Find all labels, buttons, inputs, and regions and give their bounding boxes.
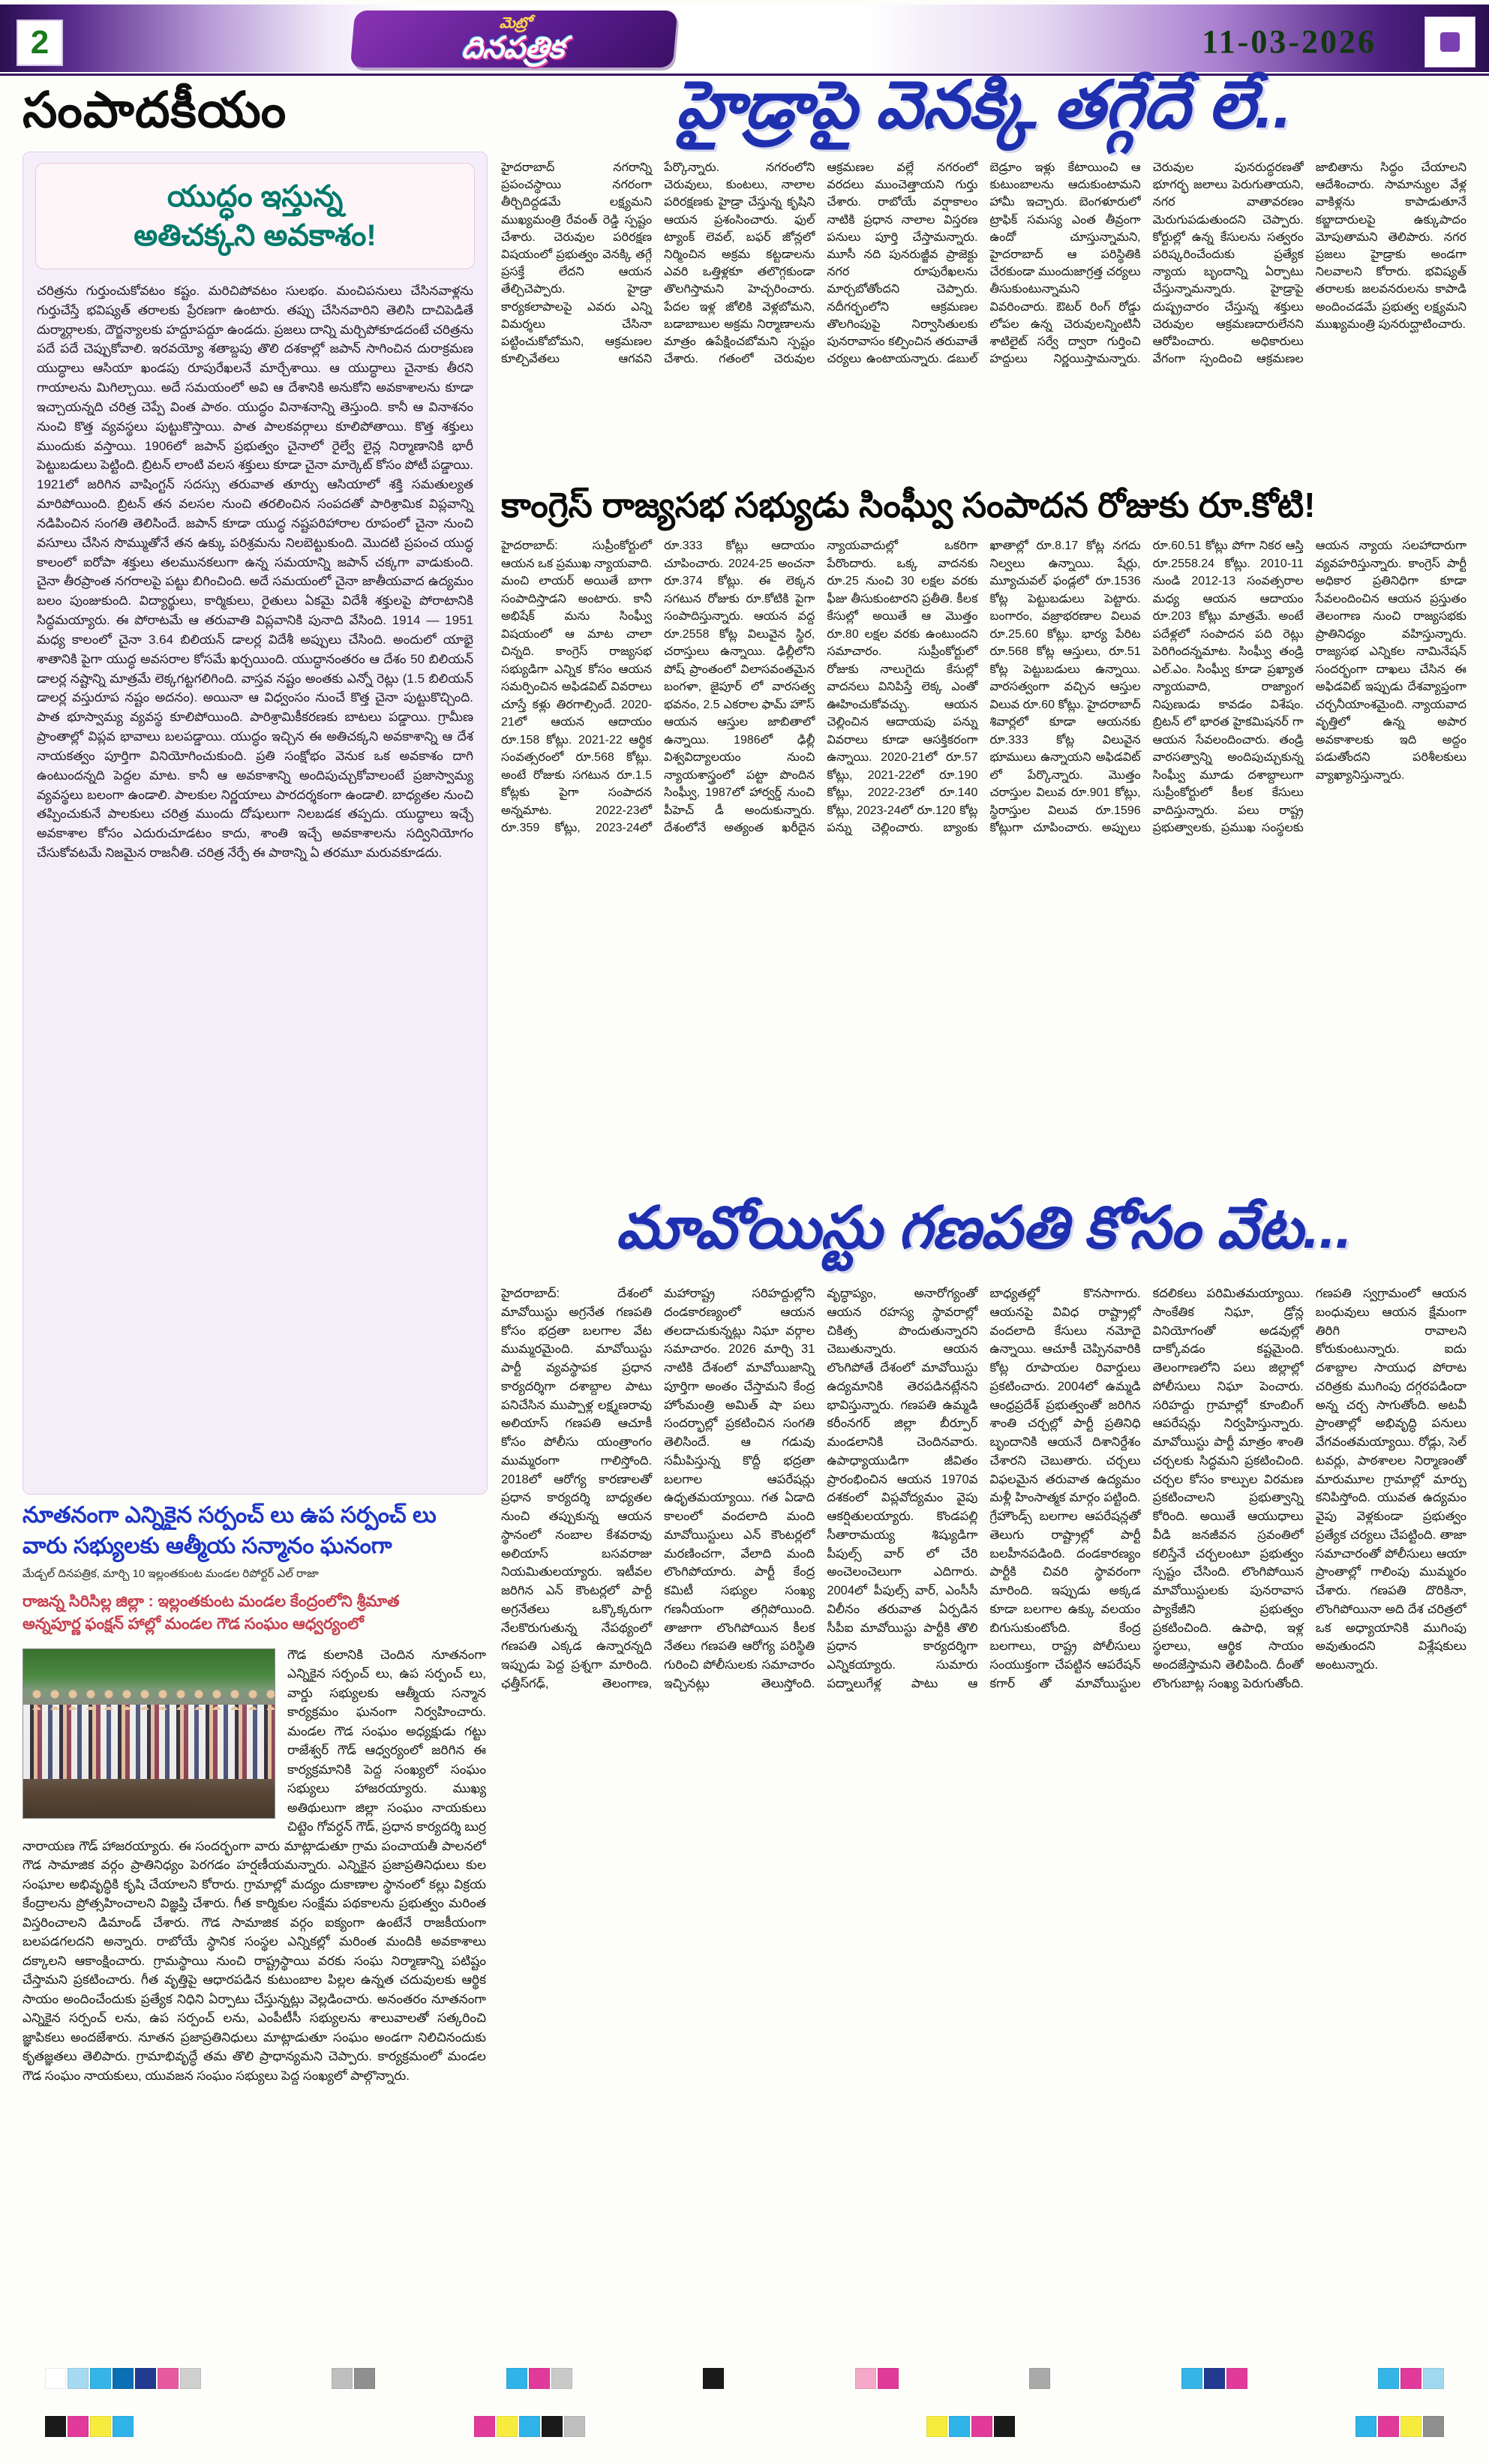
color-patch [474, 2416, 495, 2437]
editorial-headline-line1: యుద్ధం ఇస్తున్న [167, 180, 344, 213]
color-patch [564, 2416, 585, 2437]
editorial-section-title: సంపాదకీయం [23, 82, 287, 137]
color-patch [158, 2368, 179, 2389]
color-patch [542, 2416, 563, 2437]
print-color-marks-row1 [0, 2368, 1489, 2389]
color-patch [1400, 2416, 1421, 2437]
issue-date: 11-03-2026 [1202, 23, 1376, 60]
color-patch-group [926, 2416, 1015, 2437]
masthead-bar [0, 5, 1489, 72]
color-patch [354, 2368, 375, 2389]
color-patch [68, 2368, 89, 2389]
color-patch [1378, 2368, 1399, 2389]
color-patch [1378, 2416, 1399, 2437]
sarpanch-article [23, 1501, 486, 2356]
color-patch [1226, 2368, 1247, 2389]
color-patch [878, 2368, 899, 2389]
sarpanch-body [23, 1645, 486, 2086]
color-patch [1423, 2416, 1444, 2437]
color-patch [529, 2368, 550, 2389]
color-patch [1204, 2368, 1225, 2389]
color-patch [855, 2368, 876, 2389]
color-patch [1029, 2368, 1050, 2389]
page-number-text: 2 [30, 24, 50, 61]
editorial-headline-line2: అతిచక్కని అవకాశం! [134, 219, 377, 252]
editorial-article [23, 152, 488, 1495]
event-photo [23, 1648, 275, 1819]
color-patch [113, 2416, 134, 2437]
singhvi-headline: కాంగ్రెస్ రాజ్యసభ సభ్యుడు సింఘ్వీ సంపాదన రోజుకు రూ.కోటి! [501, 485, 1316, 524]
editorial-headline [35, 163, 475, 269]
color-patch [1355, 2416, 1376, 2437]
color-patch [497, 2416, 518, 2437]
sarpanch-headline [23, 1501, 486, 1561]
sarpanch-subhead [23, 1591, 486, 1636]
maoist-body-text: హైదరాబాద్: దేశంలో మావోయిస్టు అగ్రనేత గణపతి కోసం భద్రతా బలగాల వేట ముమ్మరమైంది. మావోయిస్టు పార్టీ వ్యవస్థాపక ప్రధాన కార్యదర్శిగా దశాబ్దాల పాటు పనిచేసిన ముప్పాళ్ల లక్ష్మణరావు అలియాస్ గణపతి ఆచూకీ కోసం పోలీసు యంత్రాంగం ముమ్మరంగా గాలిస్తోంది. 2018లో ఆరోగ్య కారణాలతో ప్రధాన కార్యదర్శి బాధ్యతల నుంచి తప్పుకున్న ఆయన స్థానంలో నంబాల కేశవరావు అలియాస్ బసవరాజు నియమితులయ్యారు. ఇటీవల జరిగిన ఎన్ కౌంటర్లలో పార్టీ అగ్రనేతలు ఒక్కొక్కరుగా నేలకొరుగుతున్న నేపథ్యంలో గణపతి ఎక్కడ ఉన్నారన్నది ఇప్పుడు పెద్ద ప్రశ్నగా మారింది. ఛత్తీస్‌గఢ్, తెలంగాణ, మహారాష్ట్ర సరిహద్దుల్లోని దండకారణ్యంలో ఆయన తలదాచుకున్నట్లు నిఘా వర్గాల సమాచారం. 2026 మార్చి 31 నాటికి దేశంలో మావోయిజాన్ని పూర్తిగా అంతం చేస్తామని కేంద్ర హోంమంత్రి అమిత్ షా పలు సందర్భాల్లో ప్రకటించిన సంగతి తెలిసిందే. ఆ గడువు సమీపిస్తున్న కొద్దీ భద్రతా బలగాల ఆపరేషన్లు ఉధృతమయ్యాయి. గత ఏడాది కాలంలో వందలాది మంది మావోయిస్టులు ఎన్ కౌంటర్లలో మరణించగా, వేలాది మంది లొంగిపోయారు. పార్టీ కేంద్ర కమిటీ సభ్యుల సంఖ్య గణనీయంగా తగ్గిపోయింది. తాజాగా లొంగిపోయిన కీలక నేతలు గణపతి ఆరోగ్య పరిస్థితి గురించి పోలీసులకు సమాచారం ఇచ్చినట్లు తెలుస్తోంది. వృద్ధాప్యం, అనారోగ్యంతో ఆయన రహస్య స్థావరాల్లో చికిత్స పొందుతున్నారని చెబుతున్నారు. ఆయన లొంగిపోతే దేశంలో మావోయిస్టు ఉద్యమానికి తెరపడినట్లేనని భావిస్తున్నారు. గణపతి ఉమ్మడి కరీంనగర్ జిల్లా బీర్పూర్ మండలానికి చెందినవారు. ఉపాధ్యాయుడిగా జీవితం ప్రారంభించిన ఆయన 1970వ దశకంలో విప్లవోద్యమం వైపు ఆకర్షితులయ్యారు. కొండపల్లి సీతారామయ్య శిష్యుడిగా పీపుల్స్ వార్ లో చేరి అంచెలంచెలుగా ఎదిగారు. 2004లో పీపుల్స్ వార్, ఎంసీసీ విలీనం తరువాత ఏర్పడిన సీపీఐ మావోయిస్టు పార్టీకి తొలి ప్రధాన కార్యదర్శిగా ఎన్నికయ్యారు. సుమారు పద్నాలుగేళ్ల పాటు ఆ బాధ్యతల్లో కొనసాగారు. ఆయనపై వివిధ రాష్ట్రాల్లో వందలాది కేసులు నమోదై ఉన్నాయి. ఆచూకీ చెప్పినవారికి కోట్ల రూపాయల రివార్డులు ప్రకటించారు. 2004లో ఉమ్మడి ఆంధ్రప్రదేశ్ ప్రభుత్వంతో జరిగిన శాంతి చర్చల్లో పార్టీ ప్రతినిధి బృందానికి ఆయనే దిశానిర్దేశం చేశారని చెబుతారు. చర్చలు విఫలమైన తరువాత ఉద్యమం మళ్లీ హింసాత్మక మార్గం పట్టింది. గ్రేహౌండ్స్ బలగాల ఆపరేషన్లతో తెలుగు రాష్ట్రాల్లో పార్టీ బలహీనపడింది. దండకారణ్యం పార్టీకి చివరి స్థావరంగా మారింది. ఇప్పుడు అక్కడ కూడా బలగాల ఉక్కు వలయం బిగుసుకుంటోంది. కేంద్ర బలగాలు, రాష్ట్ర పోలీసులు సంయుక్తంగా చేపట్టిన ఆపరేషన్ కగార్ తో మావోయిస్టుల కదలికలు పరిమితమయ్యాయి. సాంకేతిక నిఘా, డ్రోన్ల వినియోగంతో అడవుల్లో దాక్కోవడం కష్టమైంది. తెలంగాణలోని పలు జిల్లాల్లో పోలీసులు నిఘా పెంచారు. సరిహద్దు గ్రామాల్లో కూంబింగ్ ఆపరేషన్లు నిర్వహిస్తున్నారు. మావోయిస్టు పార్టీ మాత్రం శాంతి చర్చలకు సిద్ధమని ప్రకటించింది. చర్చల కోసం కాల్పుల విరమణ ప్రకటించాలని ప్రభుత్వాన్ని కోరింది. అయితే ఆయుధాలు వీడి జనజీవన స్రవంతిలో కలిస్తేనే చర్చలంటూ ప్రభుత్వం స్పష్టం చేసింది. లొంగిపోయిన మావోయిస్టులకు పునరావాస ప్యాకేజీని ప్రభుత్వం ప్రకటించింది. ఉపాధి, ఇళ్ల స్థలాలు, ఆర్థిక సాయం అందజేస్తామని తెలిపింది. దీంతో లొంగుబాట్ల సంఖ్య పెరుగుతోంది. గణపతి స్వగ్రామంలో ఆయన బంధువులు ఆయన క్షేమంగా తిరిగి రావాలని కోరుకుంటున్నారు. ఐదు దశాబ్దాల సాయుధ పోరాట చరిత్రకు ముగింపు దగ్గరపడిందా అన్న చర్చ సాగుతోంది. అటవీ ప్రాంతాల్లో అభివృద్ధి పనులు వేగవంతమయ్యాయి. రోడ్లు, సెల్ టవర్లు, పాఠశాలల నిర్మాణంతో మారుమూల గ్రామాల్లో మార్పు కనిపిస్తోంది. యువత ఉద్యమం వైపు వెళ్లకుండా ప్రభుత్వం ప్రత్యేక చర్యలు చేపట్టింది. తాజా సమాచారంతో పోలీసులు ఆయా ప్రాంతాల్లో గాలింపు ముమ్మరం చేశారు. గణపతి దొరికినా, లొంగిపోయినా అది దేశ చరిత్రలో ఒక అధ్యాయానికి ముగింపు అవుతుందని విశ్లేషకులు అంటున్నారు. [501, 1287, 1466, 1690]
editorial-body-text: చరిత్రను గుర్తుంచుకోవటం కష్టం. మరిచిపోవటం సులభం. మంచిపనులు చేసినవాళ్లను గుర్తుచేస్తే భవిష్యత్ తరాలకు ప్రేరణగా ఉంటారు. తప్పు చేసినవారిని తెలిసి దాచిపెడితే దుర్మార్గాలకు, దౌర్జన్యాలకు హద్దూపద్దూ ఉండదు. ప్రజలు దాన్ని మర్చిపోకూడదంటే చరిత్రను పదే పదే చెప్పుకోవాలి. ఇరవయ్యో శతాబ్దపు తొలి దశకాల్లో జపాన్ సాగించిన దురాక్రమణ యుద్ధాలు ఆసియా ఖండపు రూపురేఖలనే మార్చేశాయి. ఆ యుద్ధాలు చైనాకు తీరని గాయాలను మిగిల్చాయి. అదే సమయంలో అవి ఆ దేశానికి అనుకోని అవకాశాలను కూడా ఇచ్చాయన్నది చరిత్ర చెప్పే వింత పాఠం. యుద్ధం వినాశనాన్ని తెస్తుంది. కానీ ఆ వినాశనం నుంచి కొత్త వ్యవస్థలు పుట్టుకొస్తాయి. పాత పాలకవర్గాలు కూలిపోతాయి. కొత్త శక్తులు ముందుకు వస్తాయి. 1906లో జపాన్ ప్రభుత్వం చైనాలో రైల్వే లైన్ల నిర్మాణానికి భారీ పెట్టుబడులు పెట్టింది. బ్రిటన్ లాంటి వలస శక్తులు కూడా చైనా మార్కెట్ కోసం పోటీ పడ్డాయి. 1921లో జరిగిన వాషింగ్టన్ సదస్సు తరువాత తూర్పు ఆసియాలో శక్తి సమతుల్యత మారిపోయింది. బ్రిటన్ తన వలసల నుంచి తరలించిన సంపదతో పారిశ్రామిక విప్లవాన్ని నడిపించిన సంగతి తెలిసిందే. జపాన్ కూడా యుద్ధ నష్టపరిహారాల రూపంలో చైనా నుంచి వసూలు చేసిన సొమ్ముతోనే తన ఉక్కు పరిశ్రమను నిలబెట్టుకుంది. మొదటి ప్రపంచ యుద్ధ కాలంలో ఐరోపా శక్తులు తలమునకలుగా ఉన్న సమయాన్ని జపాన్ చక్కగా వాడుకుంది. చైనా తీరప్రాంత నగరాలపై పట్టు బిగించింది. అదే సమయంలో చైనా జాతీయవాద ఉద్యమం బలం పుంజుకుంది. విద్యార్థులు, కార్మికులు, రైతులు ఏకమై విదేశీ శక్తులపై పోరాటానికి సిద్ధమయ్యారు. ఈ పోరాటమే ఆ తరువాతి విప్లవానికి పునాది వేసింది. 1914 — 1951 మధ్య కాలంలో చైనా 3.64 బిలియన్ డాలర్ల విదేశీ అప్పులు చేసింది. అందులో యాభై శాతానికి పైగా యుద్ధ అవసరాల కోసమే ఖర్చయింది. యుద్ధానంతరం ఆ దేశం 50 బిలియన్ డాలర్ల నష్టాన్ని మాత్రమే లెక్కగట్టగలిగింది. వాస్తవ నష్టం అంతకు ఎన్నో రెట్లు (1.5 బిలియన్ డాలర్ల వస్తురూప నష్టం అదనం). అయినా ఆ విధ్వంసం నుంచే కొత్త చైనా పుట్టుకొచ్చింది. పాత భూస్వామ్య వ్యవస్థ కూలిపోయింది. పారిశ్రామికీకరణకు బాటలు పడ్డాయి. గ్రామీణ ప్రాంతాల్లో విప్లవ భావాలు బలపడ్డాయి. యుద్ధం ఇచ్చిన ఈ అతిచక్కని అవకాశాన్ని ఆ దేశ నాయకత్వం పూర్తిగా వినియోగించుకుంది. ప్రతి సంక్షోభం వెనుక ఒక అవకాశం దాగి ఉంటుందన్నది పెద్దల మాట. కానీ ఆ అవకాశాన్ని అందిపుచ్చుకోవాలంటే ప్రజాస్వామ్య వ్యవస్థలు బలంగా ఉండాలి. పాలకుల నిర్ణయాలు పారదర్శకంగా ఉండాలి. బాధ్యతల నుంచి తప్పించుకునే పాలకులు చరిత్ర ముందు దోషులుగా నిలబడక తప్పదు. యుద్ధాలు ఇచ్చే అవకాశాల కోసం ఎదురుచూడటం కాదు, శాంతి ఇచ్చే అవకాశాలను సద్వినియోగం చేసుకోవటమే నిజమైన రాజనీతి. చరిత్ర నేర్పే ఈ పాఠాన్ని ఏ తరమూ మరువకూడదు. [37, 284, 473, 861]
color-patch [703, 2368, 724, 2389]
color-patch [180, 2368, 201, 2389]
color-patch [45, 2416, 66, 2437]
color-patch [68, 2416, 89, 2437]
color-patch [506, 2368, 527, 2389]
color-patch-group [855, 2368, 899, 2389]
sarpanch-headline-line2: వారు సభ్యులకు ఆత్మీయ సన్మానం ఘనంగా [23, 1533, 392, 1558]
color-patch-group [1181, 2368, 1247, 2389]
logo-main-text: దినపత్రిక [460, 31, 566, 65]
color-patch-group [332, 2368, 375, 2389]
color-patch [949, 2416, 970, 2437]
color-patch [1423, 2368, 1444, 2389]
sarpanch-subhead-line1: రాజన్న సిరిసిల్ల జిల్లా : ఇల్లంతకుంట మండల కేంద్రంలోని శ్రీమాత [23, 1593, 400, 1610]
color-patch [926, 2416, 947, 2437]
color-patch [45, 2368, 66, 2389]
page-number [17, 20, 63, 66]
color-patch [1400, 2368, 1421, 2389]
color-patch [90, 2368, 111, 2389]
color-patch-group [506, 2368, 572, 2389]
print-color-marks-row2 [0, 2416, 1489, 2437]
sarpanch-headline-line1: నూతనంగా ఎన్నికైన సర్పంచ్ లు ఉప సర్పంచ్ లు [23, 1503, 437, 1528]
color-patch [135, 2368, 156, 2389]
sarpanch-subhead-line2: అన్నపూర్ణ ఫంక్షన్ హాల్లో మండల గౌడ సంఘం ఆధ్వర్యంలో [23, 1615, 364, 1633]
logo-top-text: మెట్రో [498, 14, 532, 32]
color-patch-group [1378, 2368, 1444, 2389]
color-patch-group [1355, 2416, 1444, 2437]
corner-box [1424, 17, 1475, 68]
color-patch [551, 2368, 572, 2389]
corner-mark-icon [1440, 32, 1460, 52]
maoist-headline: మావోయిస్టు గణపతి కోసం వేట... [615, 1194, 1352, 1261]
color-patch [113, 2368, 134, 2389]
hydra-headline: హైడ్రాపై వెనక్కి తగ్గేదే లే.. [676, 68, 1292, 142]
newspaper-logo [350, 11, 678, 68]
color-patch-group [703, 2368, 724, 2389]
color-patch-group [1029, 2368, 1050, 2389]
singhvi-body-text: హైదరాబాద్: సుప్రీంకోర్టులో ఆయన ఒక ప్రముఖ న్యాయవాది. మంచి లాయర్ అయితే బాగా సంపాదిస్తాడని అంటారు. కానీ అభిషేక్ మను సింఘ్వీ విషయంలో ఆ మాట చాలా చిన్నది. కాంగ్రెస్ రాజ్యసభ సభ్యుడిగా ఎన్నిక కోసం ఆయన సమర్పించిన అఫిడవిట్ వివరాలు చూస్తే కళ్లు తిరగాల్సిందే. 2020-21లో ఆయన ఆదాయం రూ.158 కోట్లు. 2021-22 ఆర్థిక సంవత్సరంలో రూ.568 కోట్లు. అంటే రోజుకు సగటున రూ.1.5 కోట్లకు పైగా సంపాదన అన్నమాట. 2022-23లో రూ.359 కోట్లు, 2023-24లో రూ.333 కోట్లు ఆదాయం చూపించారు. 2024-25 అంచనా రూ.374 కోట్లు. ఈ లెక్కన సగటున రోజుకు రూ.కోటికి పైగా సంపాదిస్తున్నారు. ఆయన వద్ద రూ.2558 కోట్ల విలువైన స్థిర, చరాస్తులు ఉన్నాయి. ఢిల్లీలోని పోష్ ప్రాంతంలో విలాసవంతమైన బంగళా, జైపూర్ లో వారసత్వ భవనం, 2.5 ఎకరాల ఫామ్ హౌస్ ఆయన ఆస్తుల జాబితాలో ఉన్నాయి. 1986లో ఢిల్లీ విశ్వవిద్యాలయం నుంచి న్యాయశాస్త్రంలో పట్టా పొందిన సింఘ్వీ, 1987లో హార్వర్డ్ నుంచి పీహెచ్ డీ అందుకున్నారు. దేశంలోనే అత్యంత ఖరీదైన న్యాయవాదుల్లో ఒకరిగా పేరొందారు. ఒక్క వాదనకు రూ.25 నుంచి 30 లక్షల వరకు ఫీజు తీసుకుంటారని ప్రతీతి. కీలక కేసుల్లో అయితే ఆ మొత్తం రూ.80 లక్షల వరకు ఉంటుందని సమాచారం. సుప్రీంకోర్టులో రోజుకు నాలుగైదు కేసుల్లో వాదనలు వినిపిస్తే లెక్క ఎంతో ఊహించుకోవచ్చు. ఆయన చెల్లించిన ఆదాయపు పన్ను వివరాలు కూడా ఆసక్తికరంగా ఉన్నాయి. 2020-21లో రూ.57 కోట్లు, 2021-22లో రూ.190 కోట్లు, 2022-23లో రూ.140 కోట్లు, 2023-24లో రూ.120 కోట్ల పన్ను చెల్లించారు. బ్యాంకు ఖాతాల్లో రూ.8.17 కోట్ల నగదు నిల్వలు ఉన్నాయి. షేర్లు, మ్యూచువల్ ఫండ్లలో రూ.1536 కోట్ల పెట్టుబడులు పెట్టారు. బంగారం, వజ్రాభరణాల విలువ రూ.25.60 కోట్లు. భార్య పేరిట రూ.568 కోట్ల ఆస్తులు, రూ.51 కోట్ల పెట్టుబడులు ఉన్నాయి. వారసత్వంగా వచ్చిన ఆస్తుల విలువ రూ.60 కోట్లు. హైదరాబాద్ శివార్లలో కూడా ఆయనకు రూ.333 కోట్ల విలువైన భూములు ఉన్నాయని అఫిడవిట్ లో పేర్కొన్నారు. మొత్తం చరాస్తుల విలువ రూ.901 కోట్లు, స్థిరాస్తుల విలువ రూ.1596 కోట్లుగా చూపించారు. అప్పులు రూ.60.51 కోట్లు పోగా నికర ఆస్తి రూ.2558.24 కోట్లు. 2010-11 నుండి 2012-13 సంవత్సరాల మధ్య ఆయన ఆదాయం రూ.203 కోట్లు మాత్రమే. అంటే పదేళ్లలో సంపాదన పది రెట్లు పెరిగిందన్నమాట. సింఘ్వీ తండ్రి ఎల్.ఎం. సింఘ్వీ కూడా ప్రఖ్యాత న్యాయవాది, రాజ్యాంగ నిపుణుడు కావడం విశేషం. బ్రిటన్ లో భారత హైకమిషనర్ గా ఆయన సేవలందించారు. తండ్రి వారసత్వాన్ని అందిపుచ్చుకున్న సింఘ్వీ మూడు దశాబ్దాలుగా సుప్రీంకోర్టులో కీలక కేసులు వాదిస్తున్నారు. పలు రాష్ట్ర ప్రభుత్వాలకు, ప్రముఖ సంస్థలకు ఆయన న్యాయ సలహాదారుగా వ్యవహరిస్తున్నారు. కాంగ్రెస్ పార్టీ అధికార ప్రతినిధిగా కూడా సేవలందించిన ఆయన ప్రస్తుతం తెలంగాణ నుంచి రాజ్యసభకు ప్రాతినిధ్యం వహిస్తున్నారు. రాజ్యసభ ఎన్నికల నామినేషన్ సందర్భంగా దాఖలు చేసిన ఈ అఫిడవిట్ ఇప్పుడు దేశవ్యాప్తంగా చర్చనీయాంశమైంది. న్యాయవాద వృత్తిలో ఉన్న అపార అవకాశాలకు ఇది అద్దం పడుతోందని పరిశీలకులు వ్యాఖ్యానిస్తున్నారు. [501, 539, 1466, 835]
color-patch [332, 2368, 353, 2389]
sarpanch-body-text: గౌడ కులానికి చెందిన నూతనంగా ఎన్నికైన సర్పంచ్ లు, ఉప సర్పంచ్ లు, వార్డు సభ్యులకు ఆత్మీయ సన్మాన కార్యక్రమం ఘనంగా నిర్వహించారు. మండల గౌడ సంఘం అధ్యక్షుడు గట్టు రాజేశ్వర్ గౌడ్ ఆధ్వర్యంలో జరిగిన ఈ కార్యక్రమానికి పెద్ద సంఖ్యలో సంఘం సభ్యులు హాజరయ్యారు. ముఖ్య అతిథులుగా జిల్లా సంఘం నాయకులు చిట్టెం గోవర్ధన్ గౌడ్, ప్రధాన కార్యదర్శి బుర్ర నారాయణ గౌడ్ హాజరయ్యారు. ఈ సందర్భంగా వారు మాట్లాడుతూ గ్రామ పంచాయతీ పాలనలో గౌడ సామాజిక వర్గం ప్రాతినిధ్యం పెరగడం హర్షణీయమన్నారు. ఎన్నికైన ప్రజాప్రతినిధులు కుల సంఘాల అభివృద్ధికి కృషి చేయాలని కోరారు. గ్రామాల్లో మద్యం దుకాణాల స్థానంలో కల్లు విక్రయ కేంద్రాలను ప్రోత్సహించాలని విజ్ఞప్తి చేశారు. గీత కార్మికుల సంక్షేమ పథకాలను ప్రభుత్వం మరింత విస్తరించాలని డిమాండ్ చేశారు. గౌడ సామాజిక వర్గం ఐక్యంగా ఉంటేనే రాజకీయంగా బలపడగలదని అన్నారు. రాబోయే స్థానిక సంస్థల ఎన్నికల్లో మరింత మందికి అవకాశాలు దక్కాలని ఆకాంక్షించారు. గ్రామస్థాయి నుంచి రాష్ట్రస్థాయి వరకు సంఘ నిర్మాణాన్ని పటిష్టం చేస్తామని ప్రకటించారు. గీత వృత్తిపై ఆధారపడిన కుటుంబాల పిల్లల ఉన్నత చదువులకు ఆర్థిక సాయం అందించేందుకు ప్రత్యేక నిధిని ఏర్పాటు చేస్తున్నట్లు వెల్లడించారు. అనంతరం నూతనంగా ఎన్నికైన సర్పంచ్ లను, ఉప సర్పంచ్ లను, ఎంపీటీసీ సభ్యులను శాలువాలతో సత్కరించి జ్ఞాపికలు అందజేశారు. నూతన ప్రజాప్రతినిధులు మాట్లాడుతూ సంఘం అండగా నిలిచినందుకు కృతజ్ఞతలు తెలిపారు. గ్రామాభివృద్ధే తమ తొలి ప్రాధాన్యమని చెప్పారు. కార్యక్రమంలో మండల గౌడ సంఘం నాయకులు, యువజన సంఘం సభ్యులు పెద్ద సంఖ్యలో పాల్గొన్నారు. [23, 1647, 486, 2083]
color-patch-group [45, 2416, 134, 2437]
color-patch [519, 2416, 540, 2437]
color-patch [994, 2416, 1015, 2437]
color-patch [971, 2416, 992, 2437]
color-patch [90, 2416, 111, 2437]
color-patch [1181, 2368, 1202, 2389]
color-patch-group [45, 2368, 201, 2389]
color-patch-group [474, 2416, 585, 2437]
hydra-body-text: హైదరాబాద్ నగరాన్ని ప్రపంచస్థాయి నగరంగా తీర్చిదిద్దడమే లక్ష్యమని ముఖ్యమంత్రి రేవంత్ రెడ్డి స్పష్టం చేశారు. చెరువుల పరిరక్షణ విషయంలో ప్రభుత్వం వెనక్కి తగ్గే ప్రసక్తే లేదని ఆయన తేల్చిచెప్పారు. హైడ్రా కార్యకలాపాలపై ఎవరు ఎన్ని విమర్శలు చేసినా పట్టించుకోబోమని, ఆక్రమణల కూల్చివేతలు ఆగవని పేర్కొన్నారు. నగరంలోని చెరువులు, కుంటలు, నాలాల పరిరక్షణకు హైడ్రా చేస్తున్న కృషిని ఆయన ప్రశంసించారు. ఫుల్ ట్యాంక్ లెవల్, బఫర్ జోన్లలో నిర్మించిన అక్రమ కట్టడాలను ఎవరి ఒత్తిళ్లకూ తలొగ్గకుండా తొలగిస్తామని హెచ్చరించారు. పేదల ఇళ్ల జోలికి వెళ్లబోమని, బడాబాబుల అక్రమ నిర్మాణాలను మాత్రం ఉపేక్షించబోమని స్పష్టం చేశారు. గతంలో చెరువుల ఆక్రమణల వల్లే నగరంలో వరదలు ముంచెత్తాయని గుర్తు చేశారు. రాబోయే వర్షాకాలం నాటికి ప్రధాన నాలాల విస్తరణ పనులు పూర్తి చేస్తామన్నారు. మూసీ నది పునరుజ్జీవ ప్రాజెక్టు నగర రూపురేఖలను మార్చబోతోందని చెప్పారు. నదీగర్భంలోని ఆక్రమణల తొలగింపుపై నిర్వాసితులకు పునరావాసం కల్పించిన తరువాతే చర్యలు ఉంటాయన్నారు. డబుల్ బెడ్రూం ఇళ్లు కేటాయించి ఆ కుటుంబాలను ఆదుకుంటామని హామీ ఇచ్చారు. బెంగళూరులో ట్రాఫిక్ సమస్య ఎంత తీవ్రంగా ఉందో చూస్తున్నామని, హైదరాబాద్ ఆ పరిస్థితికి చేరకుండా ముందుజాగ్రత్త చర్యలు తీసుకుంటున్నామని వివరించారు. ఔటర్ రింగ్ రోడ్డు లోపల ఉన్న చెరువులన్నింటినీ శాటిలైట్ సర్వే ద్వారా గుర్తించి హద్దులు నిర్ణయిస్తామన్నారు. చెరువుల పునరుద్ధరణతో భూగర్భ జలాలు పెరుగుతాయని, నగర వాతావరణం మెరుగుపడుతుందని చెప్పారు. కోర్టుల్లో ఉన్న కేసులను సత్వరం పరిష్కరించేందుకు ప్రత్యేక న్యాయ బృందాన్ని ఏర్పాటు చేస్తున్నామన్నారు. హైడ్రాపై దుష్ప్రచారం చేస్తున్న శక్తులు చెరువుల ఆక్రమణదారులేనని ఆరోపించారు. అధికారులు వేగంగా స్పందించి ఆక్రమణల జాబితాను సిద్ధం చేయాలని ఆదేశించారు. సామాన్యుల వేళ్ల వాకిళ్లను కాపాడుతూనే కబ్జాదారులపై ఉక్కుపాదం మోపుతామని తెలిపారు. నగర ప్రజలు హైడ్రాకు అండగా నిలవాలని కోరారు. భవిష్యత్ తరాలకు జలవనరులను కాపాడి అందించడమే ప్రభుత్వ లక్ష్యమని ముఖ్యమంత్రి పునరుద్ఘాటించారు. [501, 161, 1466, 366]
sarpanch-byline: మేడ్చల్ దినపత్రిక, మార్చి 10 ఇల్లంతకుంట మండల రిపోర్టర్ ఎల్ రాజా [23, 1567, 319, 1580]
